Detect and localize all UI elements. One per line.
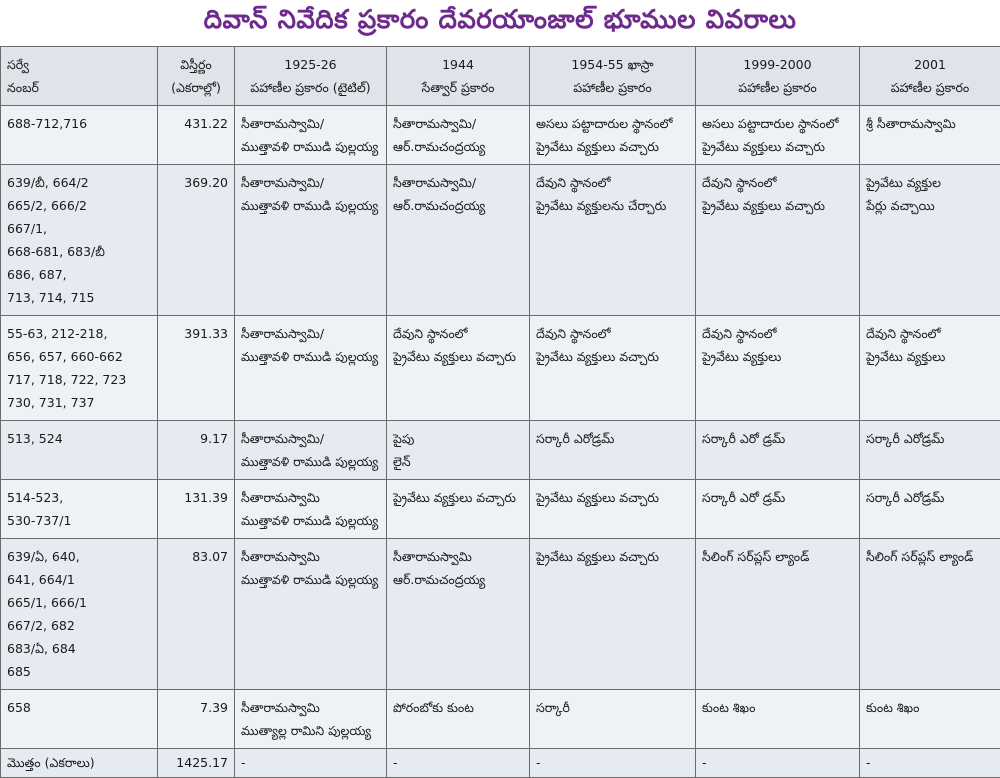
total-area: 1425.17	[158, 749, 235, 778]
cell-1925-26: సీతారామస్వామి ముత్తావళి రాముడి పుల్లయ్య	[235, 539, 387, 690]
page-title: దివాన్ నివేదిక ప్రకారం దేవరయాంజాల్ భూముల వివరాలు	[204, 5, 797, 41]
cell-1944: సీతారామస్వామి/ ఆర్.రామచంద్రయ్య	[387, 106, 530, 165]
header-area: విస్తీర్ణం (ఎకరాల్లో)	[158, 47, 235, 106]
area-cell: 431.22	[158, 106, 235, 165]
survey-cell: 688-712,716	[1, 106, 158, 165]
cell-2001: ప్రైవేటు వ్యక్తుల పేర్లు వచ్చాయి	[860, 165, 1000, 316]
cell-1925-26: సీతారామస్వామి/ ముత్తావళి రాముడి పుల్లయ్య	[235, 165, 387, 316]
header-row	[1, 47, 1000, 106]
table-row	[1, 690, 1000, 749]
cell-1925-26: సీతారామస్వామి ముత్తావళి రాముడి పుల్లయ్య	[235, 480, 387, 539]
total-1925-26: -	[235, 749, 387, 778]
table-row	[1, 421, 1000, 480]
survey-cell: 513, 524	[1, 421, 158, 480]
table-row	[1, 316, 1000, 421]
title-bar	[0, 0, 1000, 46]
total-label: మొత్తం (ఎకరాలు)	[1, 749, 158, 778]
table-row	[1, 539, 1000, 690]
total-row	[1, 749, 1000, 778]
cell-1925-26: సీతారామస్వామి/ ముత్తావళి రాముడి పుల్లయ్య	[235, 316, 387, 421]
table-row	[1, 480, 1000, 539]
survey-cell: 639/ఏ, 640, 641, 664/1 665/1, 666/1 667/2, 682 683/ఏ, 684 685	[1, 539, 158, 690]
header-1954-55: 1954-55 ఖాస్రా పహాణీల ప్రకారం	[530, 47, 696, 106]
area-cell: 9.17	[158, 421, 235, 480]
total-1999-2000: -	[696, 749, 860, 778]
cell-1944: సీతారామస్వామి ఆర్.రామచంద్రయ్య	[387, 539, 530, 690]
area-cell: 369.20	[158, 165, 235, 316]
cell-1954-55: దేవుని స్థానంలో ప్రైవేటు వ్యక్తులు వచ్చారు	[530, 316, 696, 421]
cell-2001: సర్కారీ ఎరోడ్రమ్	[860, 421, 1000, 480]
cell-1944: పోరంబోకు కుంట	[387, 690, 530, 749]
cell-1954-55: దేవుని స్థానంలో ప్రైవేటు వ్యక్తులను చేర్చారు	[530, 165, 696, 316]
table-row	[1, 165, 1000, 316]
table-body	[1, 106, 1000, 778]
cell-1954-55: ప్రైవేటు వ్యక్తులు వచ్చారు	[530, 480, 696, 539]
area-cell: 131.39	[158, 480, 235, 539]
header-1925-26: 1925-26 పహాణీల ప్రకారం (టైటిల్)	[235, 47, 387, 106]
cell-1999-2000: సర్కారీ ఎరో డ్రమ్	[696, 421, 860, 480]
header-1944: 1944 సేత్వార్ ప్రకారం	[387, 47, 530, 106]
cell-2001: దేవుని స్థానంలో ప్రైవేటు వ్యక్తులు	[860, 316, 1000, 421]
survey-cell: 55-63, 212-218, 656, 657, 660-662 717, 718, 722, 723 730, 731, 737	[1, 316, 158, 421]
header-survey-number: సర్వే నంబర్	[1, 47, 158, 106]
area-cell: 7.39	[158, 690, 235, 749]
area-cell: 83.07	[158, 539, 235, 690]
cell-1999-2000: సర్కారీ ఎరో డ్రమ్	[696, 480, 860, 539]
area-cell: 391.33	[158, 316, 235, 421]
cell-1999-2000: కుంట శిఖం	[696, 690, 860, 749]
total-1944: -	[387, 749, 530, 778]
cell-1925-26: సీతారామస్వామి/ ముత్తావళి రాముడి పుల్లయ్య	[235, 421, 387, 480]
cell-1999-2000: సీలింగ్ సర్‌ప్లస్ ల్యాండ్	[696, 539, 860, 690]
cell-1999-2000: దేవుని స్థానంలో ప్రైవేటు వ్యక్తులు	[696, 316, 860, 421]
land-records-table	[0, 46, 1000, 778]
cell-1999-2000: అసలు పట్టాదారుల స్థానంలో ప్రైవేటు వ్యక్తులు వచ్చారు	[696, 106, 860, 165]
cell-1954-55: సర్కారీ ఎరోడ్రమ్	[530, 421, 696, 480]
cell-1944: దేవుని స్థానంలో ప్రైవేటు వ్యక్తులు వచ్చారు	[387, 316, 530, 421]
cell-1944: పైపు లైన్	[387, 421, 530, 480]
cell-1954-55: అసలు పట్టాదారుల స్థానంలో ప్రైవేటు వ్యక్తులు వచ్చారు	[530, 106, 696, 165]
cell-1999-2000: దేవుని స్థానంలో ప్రైవేటు వ్యక్తులు వచ్చారు	[696, 165, 860, 316]
total-2001: -	[860, 749, 1000, 778]
header-1999-2000: 1999-2000 పహాణీల ప్రకారం	[696, 47, 860, 106]
cell-1925-26: సీతారామస్వామి/ ముత్తావళి రాముడి పుల్లయ్య	[235, 106, 387, 165]
cell-2001: సీలింగ్ సర్‌ప్లస్ ల్యాండ్	[860, 539, 1000, 690]
survey-cell: 658	[1, 690, 158, 749]
survey-cell: 514-523, 530-737/1	[1, 480, 158, 539]
survey-cell: 639/బీ, 664/2 665/2, 666/2 667/1, 668-681, 683/బీ 686, 687, 713, 714, 715	[1, 165, 158, 316]
cell-1925-26: సీతారామస్వామి ముత్యాల్ల రామిని పుల్లయ్య	[235, 690, 387, 749]
cell-1944: ప్రైవేటు వ్యక్తులు వచ్చారు	[387, 480, 530, 539]
cell-1954-55: ప్రైవేటు వ్యక్తులు వచ్చారు	[530, 539, 696, 690]
cell-2001: శ్రీ సీతారామస్వామి	[860, 106, 1000, 165]
header-2001: 2001 పహాణీల ప్రకారం	[860, 47, 1000, 106]
cell-2001: సర్కారీ ఎరోడ్రమ్	[860, 480, 1000, 539]
total-1954-55: -	[530, 749, 696, 778]
table-row	[1, 106, 1000, 165]
cell-2001: కుంట శిఖం	[860, 690, 1000, 749]
cell-1954-55: సర్కారీ	[530, 690, 696, 749]
cell-1944: సీతారామస్వామి/ ఆర్.రామచంద్రయ్య	[387, 165, 530, 316]
